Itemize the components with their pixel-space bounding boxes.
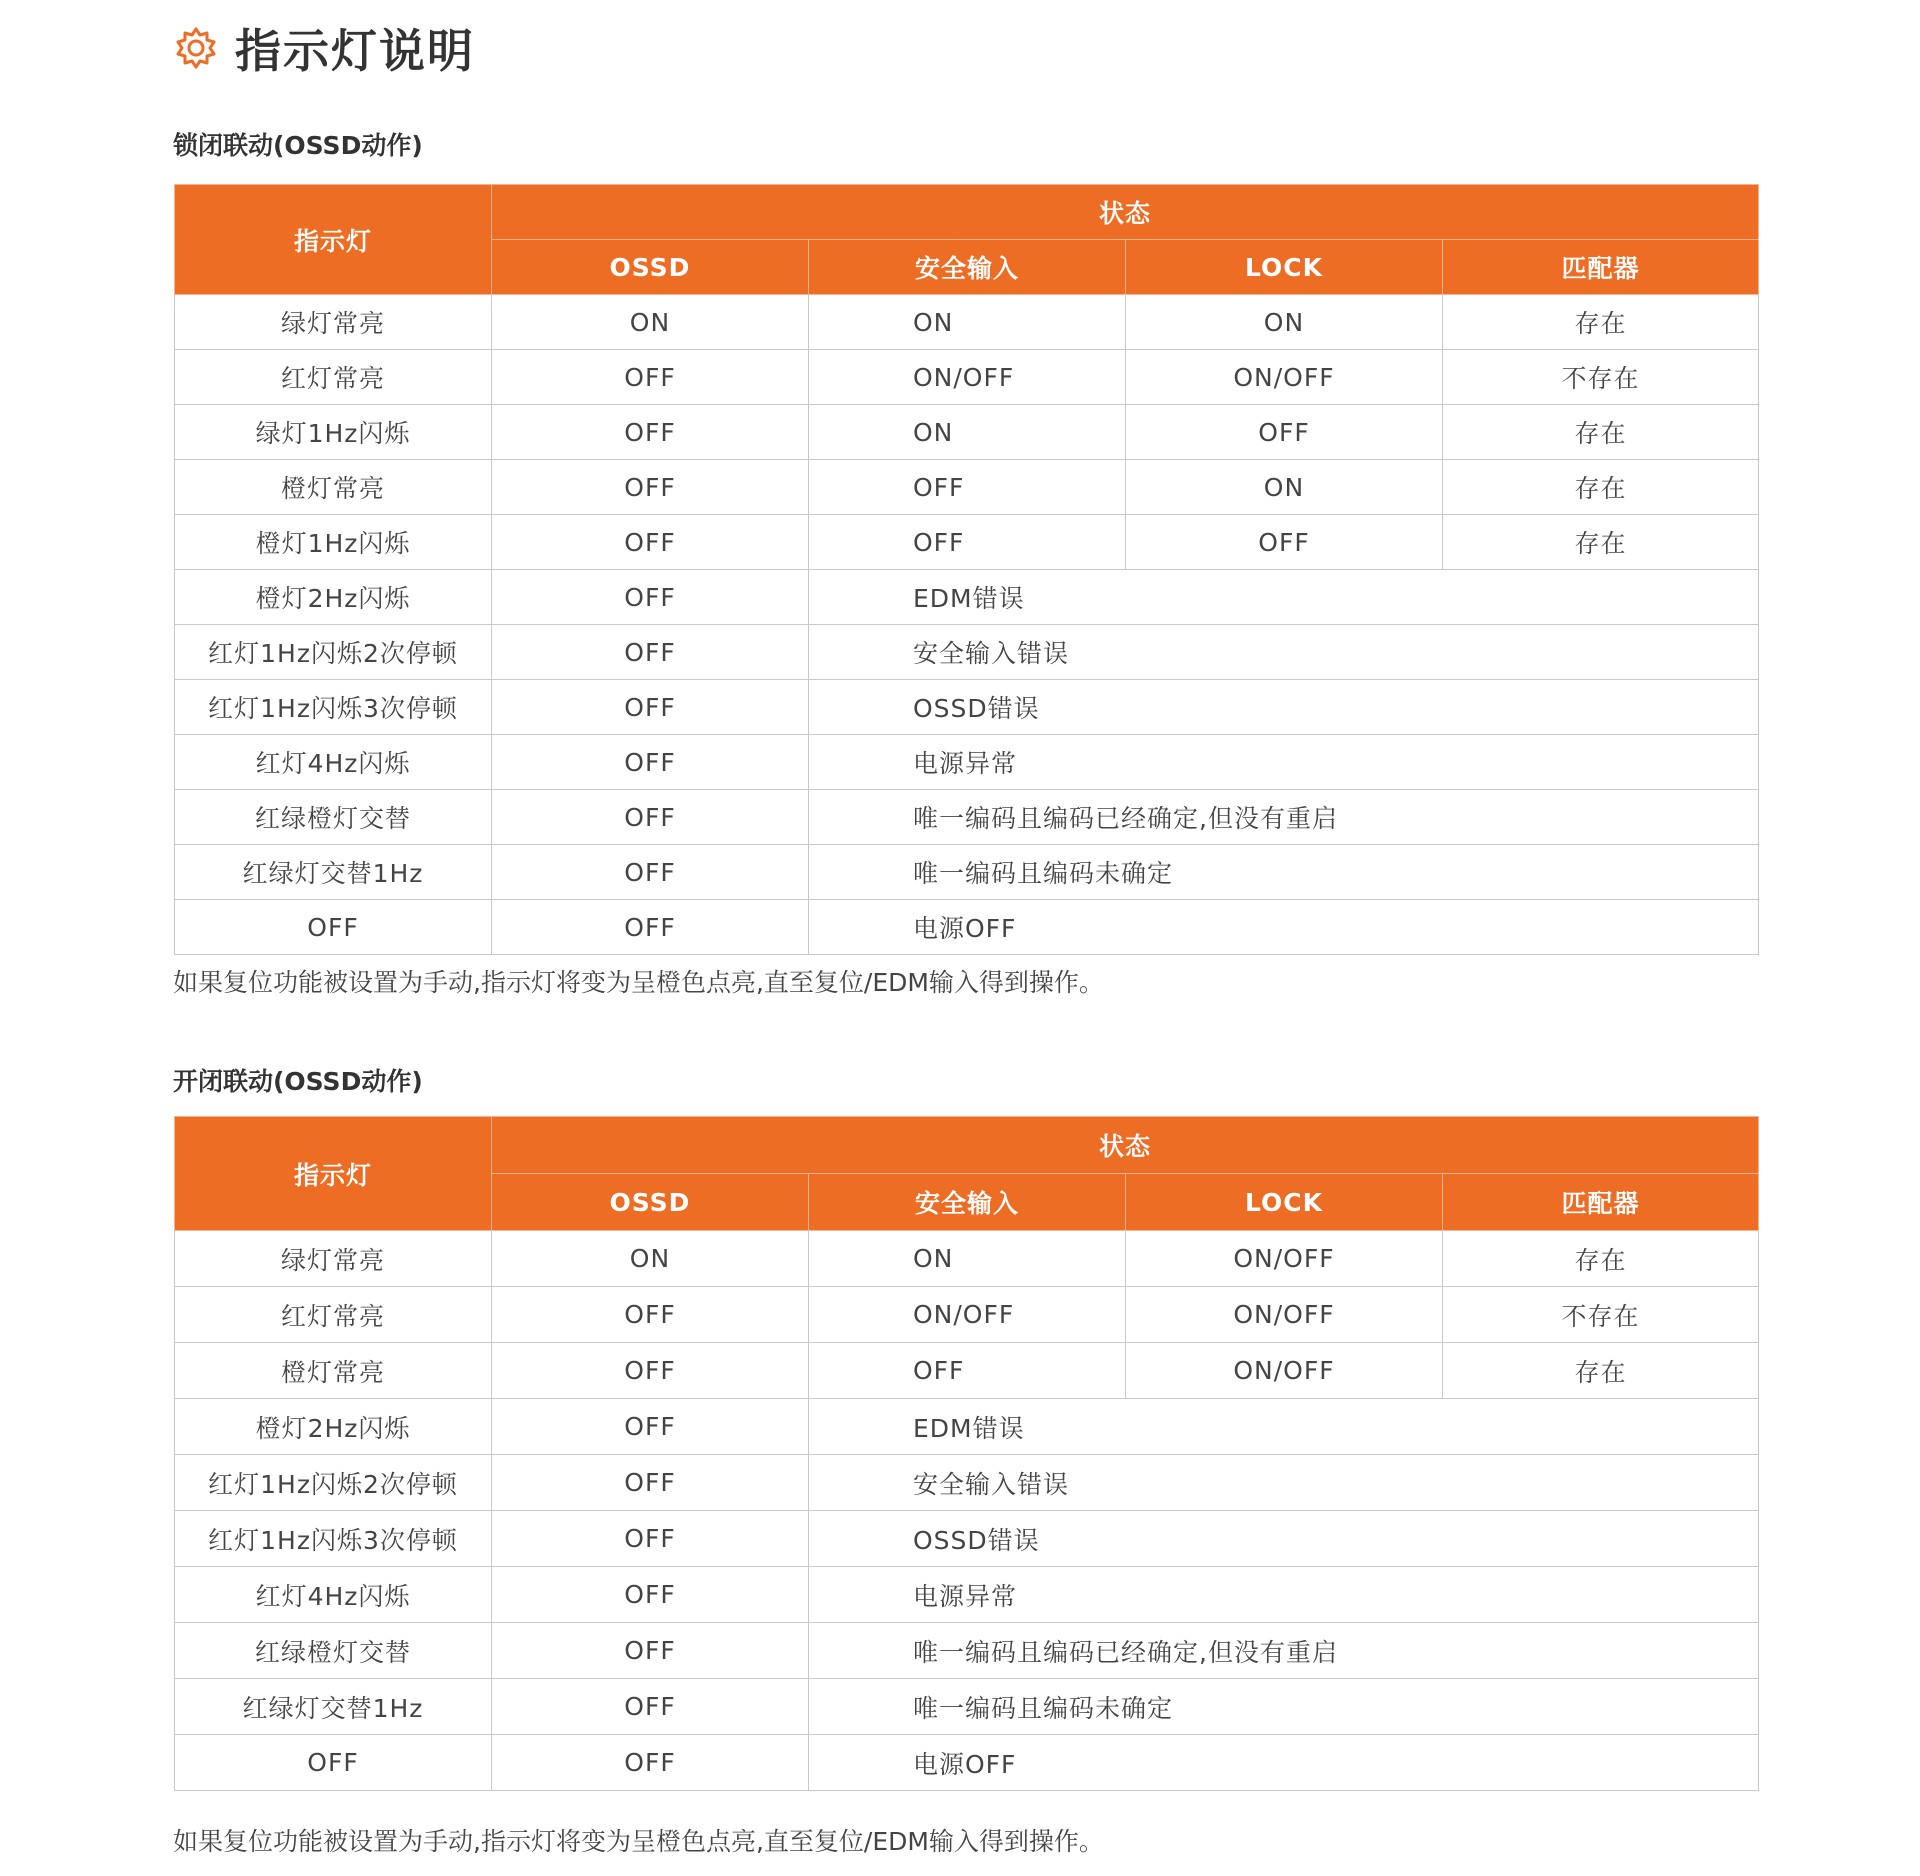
table-row: [175, 900, 1759, 955]
indicator-cell: 红灯1Hz闪烁3次停顿: [175, 680, 492, 735]
lock-cell: ON: [1126, 295, 1443, 350]
status-description-cell: OSSD错误: [809, 680, 1759, 735]
table-row: [175, 735, 1759, 790]
header-lock: LOCK: [1126, 1174, 1443, 1231]
lock-cell: OFF: [1126, 515, 1443, 570]
lock-cell: OFF: [1126, 405, 1443, 460]
table-row: [175, 1343, 1759, 1399]
indicator-cell: 红绿橙灯交替: [175, 1623, 492, 1679]
header-ossd: OSSD: [492, 240, 809, 295]
lock-cell: ON/OFF: [1126, 1287, 1443, 1343]
matcher-cell: 不存在: [1443, 350, 1759, 405]
lock-indicator-table: [174, 184, 1759, 955]
matcher-cell: 存在: [1443, 460, 1759, 515]
ossd-cell: OFF: [492, 1623, 809, 1679]
ossd-cell: OFF: [492, 570, 809, 625]
status-description-cell: EDM错误: [809, 570, 1759, 625]
indicator-cell: 红灯常亮: [175, 1287, 492, 1343]
lock-section-title: 锁闭联动(OSSD动作): [173, 131, 423, 160]
header-ossd: OSSD: [492, 1174, 809, 1231]
table-row: [175, 570, 1759, 625]
page-header: [173, 18, 475, 78]
ossd-cell: OFF: [492, 790, 809, 845]
indicator-cell: 红绿橙灯交替: [175, 790, 492, 845]
indicator-cell: 绿灯常亮: [175, 1231, 492, 1287]
header-indicator: 指示灯: [175, 185, 492, 295]
ossd-cell: OFF: [492, 1287, 809, 1343]
lock-cell: ON: [1126, 460, 1443, 515]
ossd-cell: OFF: [492, 1735, 809, 1791]
lock-cell: ON/OFF: [1126, 350, 1443, 405]
open-table-body: [175, 1231, 1759, 1791]
status-description-cell: 电源异常: [809, 735, 1759, 790]
ossd-cell: OFF: [492, 900, 809, 955]
table-row: [175, 1567, 1759, 1623]
ossd-cell: ON: [492, 1231, 809, 1287]
safety-input-cell: OFF: [809, 515, 1126, 570]
table-row: [175, 625, 1759, 680]
indicator-cell: 橙灯2Hz闪烁: [175, 570, 492, 625]
status-description-cell: 电源异常: [809, 1567, 1759, 1623]
indicator-cell: 橙灯常亮: [175, 460, 492, 515]
ossd-cell: OFF: [492, 735, 809, 790]
ossd-cell: OFF: [492, 845, 809, 900]
open-note: 如果复位功能被设置为手动,指示灯将变为呈橙色点亮,直至复位/EDM输入得到操作。: [173, 1827, 1104, 1856]
table-row: [175, 515, 1759, 570]
indicator-cell: 红灯常亮: [175, 350, 492, 405]
indicator-cell: 绿灯1Hz闪烁: [175, 405, 492, 460]
matcher-cell: 存在: [1443, 1343, 1759, 1399]
status-description-cell: 安全输入错误: [809, 625, 1759, 680]
table-row: [175, 1455, 1759, 1511]
safety-input-cell: ON: [809, 1231, 1126, 1287]
header-status: 状态: [492, 185, 1759, 240]
open-indicator-table: [174, 1116, 1759, 1791]
status-description-cell: 唯一编码且编码未确定: [809, 845, 1759, 900]
header-safety-input: 安全输入: [809, 1174, 1126, 1231]
indicator-cell: 红灯1Hz闪烁2次停顿: [175, 625, 492, 680]
safety-input-cell: ON: [809, 295, 1126, 350]
lock-cell: ON/OFF: [1126, 1343, 1443, 1399]
indicator-cell: 橙灯1Hz闪烁: [175, 515, 492, 570]
indicator-cell: 红绿灯交替1Hz: [175, 1679, 492, 1735]
lock-note: 如果复位功能被设置为手动,指示灯将变为呈橙色点亮,直至复位/EDM输入得到操作。: [173, 968, 1104, 997]
ossd-cell: OFF: [492, 625, 809, 680]
indicator-cell: 红灯1Hz闪烁2次停顿: [175, 1455, 492, 1511]
matcher-cell: 存在: [1443, 1231, 1759, 1287]
ossd-cell: OFF: [492, 1511, 809, 1567]
table-row: [175, 1735, 1759, 1791]
header-lock: LOCK: [1126, 240, 1443, 295]
safety-input-cell: OFF: [809, 460, 1126, 515]
indicator-cell: 橙灯2Hz闪烁: [175, 1399, 492, 1455]
table-row: [175, 790, 1759, 845]
matcher-cell: 存在: [1443, 295, 1759, 350]
indicator-cell: 绿灯常亮: [175, 295, 492, 350]
status-description-cell: 电源OFF: [809, 900, 1759, 955]
indicator-cell: 橙灯常亮: [175, 1343, 492, 1399]
safety-input-cell: OFF: [809, 1343, 1126, 1399]
status-description-cell: OSSD错误: [809, 1511, 1759, 1567]
indicator-cell: 红灯4Hz闪烁: [175, 735, 492, 790]
ossd-cell: OFF: [492, 680, 809, 735]
matcher-cell: 存在: [1443, 515, 1759, 570]
ossd-cell: OFF: [492, 1567, 809, 1623]
table-row: [175, 845, 1759, 900]
status-description-cell: 安全输入错误: [809, 1455, 1759, 1511]
status-description-cell: EDM错误: [809, 1399, 1759, 1455]
ossd-cell: OFF: [492, 1399, 809, 1455]
header-indicator: 指示灯: [175, 1117, 492, 1231]
safety-input-cell: ON/OFF: [809, 350, 1126, 405]
indicator-cell: OFF: [175, 900, 492, 955]
lock-table-body: [175, 295, 1759, 955]
safety-input-cell: ON/OFF: [809, 1287, 1126, 1343]
table-row: [175, 1511, 1759, 1567]
table-row: [175, 405, 1759, 460]
ossd-cell: OFF: [492, 1455, 809, 1511]
indicator-cell: 红绿灯交替1Hz: [175, 845, 492, 900]
ossd-cell: OFF: [492, 460, 809, 515]
indicator-cell: OFF: [175, 1735, 492, 1791]
ossd-cell: OFF: [492, 405, 809, 460]
table-row: [175, 350, 1759, 405]
open-section-title: 开闭联动(OSSD动作): [173, 1067, 423, 1096]
table-row: [175, 460, 1759, 515]
page-title: 指示灯说明: [235, 24, 475, 78]
ossd-cell: OFF: [492, 350, 809, 405]
safety-input-cell: ON: [809, 405, 1126, 460]
table-row: [175, 1287, 1759, 1343]
matcher-cell: 不存在: [1443, 1287, 1759, 1343]
status-description-cell: 唯一编码且编码已经确定,但没有重启: [809, 790, 1759, 845]
ossd-cell: ON: [492, 295, 809, 350]
table-row: [175, 1231, 1759, 1287]
lock-cell: ON/OFF: [1126, 1231, 1443, 1287]
table-row: [175, 1679, 1759, 1735]
status-description-cell: 唯一编码且编码已经确定,但没有重启: [809, 1623, 1759, 1679]
header-status: 状态: [492, 1117, 1759, 1174]
status-description-cell: 唯一编码且编码未确定: [809, 1679, 1759, 1735]
indicator-cell: 红灯4Hz闪烁: [175, 1567, 492, 1623]
matcher-cell: 存在: [1443, 405, 1759, 460]
header-matcher: 匹配器: [1443, 240, 1759, 295]
table-row: [175, 680, 1759, 735]
status-description-cell: 电源OFF: [809, 1735, 1759, 1791]
header-matcher: 匹配器: [1443, 1174, 1759, 1231]
ossd-cell: OFF: [492, 515, 809, 570]
ossd-cell: OFF: [492, 1679, 809, 1735]
table-row: [175, 295, 1759, 350]
ossd-cell: OFF: [492, 1343, 809, 1399]
header-safety-input: 安全输入: [809, 240, 1126, 295]
gear-icon: [173, 25, 219, 71]
table-row: [175, 1623, 1759, 1679]
indicator-cell: 红灯1Hz闪烁3次停顿: [175, 1511, 492, 1567]
table-row: [175, 1399, 1759, 1455]
